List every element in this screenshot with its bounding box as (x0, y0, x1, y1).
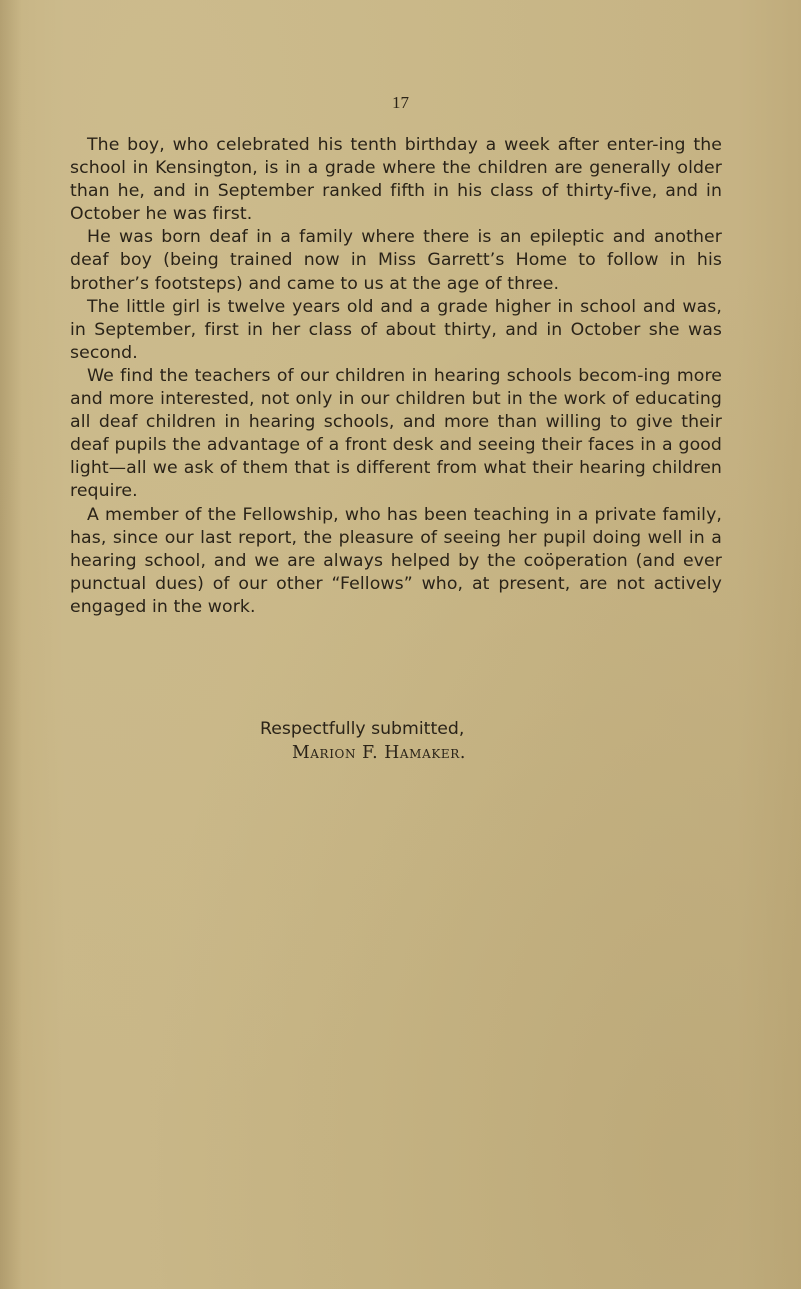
page-edge-shadow (0, 0, 22, 1289)
signature: Marion F. Hamaker. (292, 743, 466, 763)
paragraph-5: A member of the Fellowship, who has been teaching in a private family, has, since our last report, the pleasure of seeing her pupil doing well in a hearing school, and we are always helped by the coöperation (and ever punctual dues) of our other “Fellows” who, at present, are not actively engaged in the work. (70, 504, 722, 617)
paragraph-1: The boy, who celebrated his tenth birthday a week after enter-ing the school in Kensington, is in a grade where the children are generally older than he, and in September ranked fifth in his class of thirty-five, and in October he was first. (70, 135, 722, 225)
closing-line: Respectfully submitted, (260, 719, 465, 739)
paragraph-3: The little girl is twelve years old and a grade higher in school and was, in September, first in her class of about thirty, and in October she was second. (70, 296, 722, 363)
body-text (70, 134, 722, 619)
paragraph-2: He was born deaf in a family where there is an epileptic and another deaf boy (being trained now in Miss Garrett’s Home to follow in his brother’s footsteps) and came to us at the age of three. (70, 227, 722, 294)
page-number: 17 (392, 93, 409, 112)
paragraph-4: We find the teachers of our children in hearing schools becom-ing more and more interested, not only in our children but in the work of educating all deaf children in hearing schools, and more than willing to give their deaf pupils the advantage of a front desk and seeing their faces in a good light—all we ask of them that is different from what their hearing children require. (70, 365, 722, 502)
